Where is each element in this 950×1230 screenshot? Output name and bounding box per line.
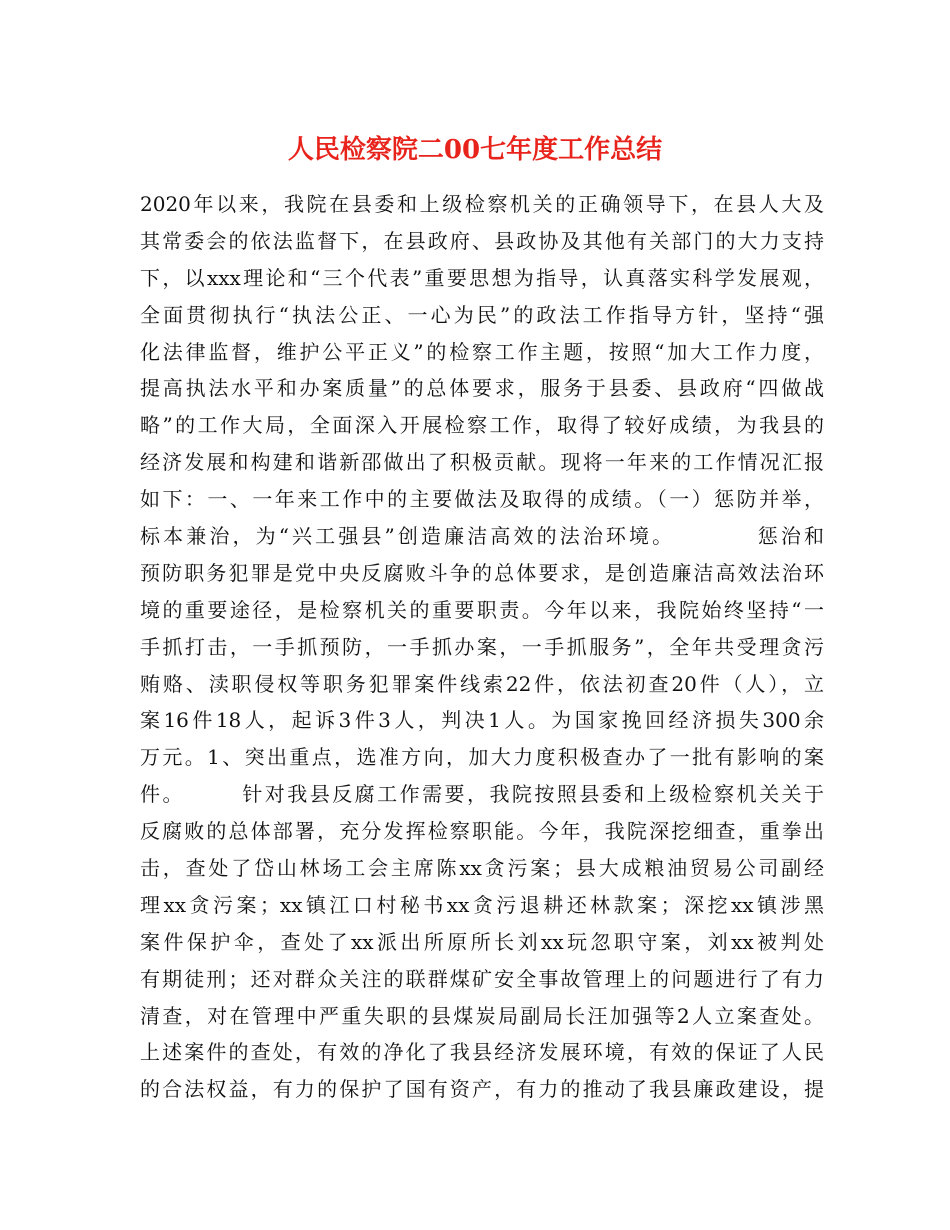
body-line: 贿赂、渎职侵权等职务犯罪案件线索22件，依法初查20件（人），立 bbox=[140, 671, 824, 696]
body-line: 其常委会的依法监督下，在县政府、县政协及其他有关部门的大力支持 bbox=[140, 228, 824, 253]
body-line: 经济发展和构建和谐新邵做出了积极贡献。现将一年来的工作情况汇报 bbox=[140, 450, 824, 475]
document-body bbox=[140, 186, 824, 1108]
body-line: 标本兼治，为“兴工强县”创造廉洁高效的法治环境。 惩治和 bbox=[140, 524, 824, 549]
body-line: 案16件18人，起诉3件3人，判决1人。为国家挽回经济损失300余 bbox=[140, 708, 824, 733]
body-line: 万元。1、突出重点，选准方向，加大力度积极查办了一批有影响的案 bbox=[140, 745, 824, 770]
body-line: 清查，对在管理中严重失职的县煤炭局副局长汪加强等2人立案查处。 bbox=[140, 1003, 824, 1028]
body-line: 境的重要途径，是检察机关的重要职责。今年以来，我院始终坚持“一 bbox=[140, 597, 824, 622]
body-line: 提高执法水平和办案质量”的总体要求，服务于县委、县政府“四做战 bbox=[140, 376, 824, 401]
body-line: 预防职务犯罪是党中央反腐败斗争的总体要求，是创造廉洁高效法治环 bbox=[140, 560, 824, 585]
body-line: 件。 针对我县反腐工作需要，我院按照县委和上级检察机关关于 bbox=[140, 782, 824, 807]
body-line: 案件保护伞，查处了xx派出所原所长刘xx玩忽职守案，刘xx被判处 bbox=[140, 929, 824, 954]
body-line: 手抓打击，一手抓预防，一手抓办案，一手抓服务”，全年共受理贪污 bbox=[140, 634, 824, 659]
document-title: 人民检察院二00七年度工作总结 bbox=[287, 135, 663, 165]
body-line: 击，查处了岱山林场工会主席陈xx贪污案；县大成粮油贸易公司副经 bbox=[140, 856, 824, 881]
body-line: 化法律监督，维护公平正义”的检察工作主题，按照“加大工作力度， bbox=[140, 339, 824, 364]
body-line: 2020年以来，我院在县委和上级检察机关的正确领导下，在县人大及 bbox=[140, 192, 824, 216]
body-line: 有期徒刑；还对群众关注的联群煤矿安全事故管理上的问题进行了有力 bbox=[140, 966, 824, 991]
body-line: 略”的工作大局，全面深入开展检察工作，取得了较好成绩，为我县的 bbox=[140, 413, 824, 438]
body-line: 如下：一、一年来工作中的主要做法及取得的成绩。（一）惩防并举， bbox=[140, 487, 824, 512]
body-line: 上述案件的查处，有效的净化了我县经济发展环境，有效的保证了人民 bbox=[140, 1040, 824, 1065]
body-line: 反腐败的总体部署，充分发挥检察职能。今年，我院深挖细查，重拳出 bbox=[140, 819, 824, 844]
body-line: 全面贯彻执行“执法公正、一心为民”的政法工作指导方针，坚持“强 bbox=[140, 302, 824, 327]
body-line: 下，以xxx理论和“三个代表”重要思想为指导，认真落实科学发展观， bbox=[140, 265, 824, 290]
body-line: 的合法权益，有力的保护了国有资产，有力的推动了我县廉政建设，提 bbox=[140, 1077, 824, 1102]
body-line: 理xx贪污案；xx镇江口村秘书xx贪污退耕还林款案；深挖xx镇涉黑 bbox=[140, 892, 824, 917]
